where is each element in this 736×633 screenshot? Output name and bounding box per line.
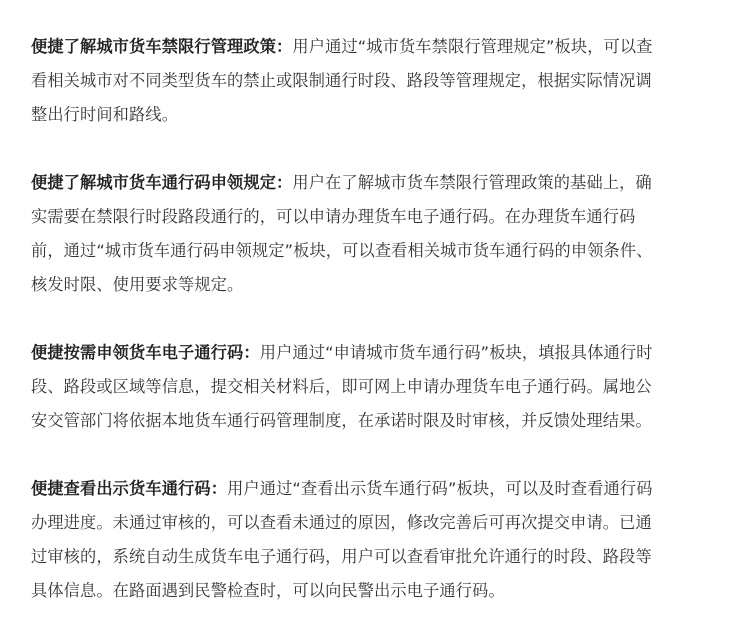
paragraph-line: 段、路段或区域等信息，提交相关材料后，即可网上申请办理货车电子通行码。属地公 — [31, 377, 652, 396]
paragraph-text: 用户在了解城市货车禁限行管理政策的基础上，确 — [292, 173, 652, 192]
paragraph-line — [31, 472, 715, 506]
paragraph-text: 用户通过“查看出示货车通行码”板块，可以及时查看通行码 — [227, 479, 653, 498]
paragraph-line — [31, 30, 715, 64]
paragraph-text: 用户通过“申请城市货车通行码”板块，填报具体通行时 — [259, 343, 653, 362]
paragraph-line: 办理进度。未通过审核的，可以查看未通过的原因，修改完善后可再次提交申请。已通 — [31, 513, 652, 532]
section-pass-application-rules — [31, 166, 715, 302]
section-traffic-restriction-policy — [31, 30, 715, 132]
paragraph-line: 核发时限、使用要求等规定。 — [31, 275, 244, 294]
section-heading: 便捷查看出示货车通行码： — [31, 479, 228, 498]
paragraph-line — [31, 336, 715, 370]
section-heading: 便捷了解城市货车禁限行管理政策： — [31, 37, 293, 56]
paragraph-line: 前，通过“城市货车通行码申领规定”板块，可以查看相关城市货车通行码的申领条件、 — [31, 241, 653, 260]
paragraph-text: 用户通过“城市货车禁限行管理规定”板块，可以查 — [292, 37, 653, 56]
paragraph-line: 整出行时间和路线。 — [31, 105, 179, 124]
paragraph-line: 实需要在禁限行时段路段通行的，可以申请办理货车电子通行码。在办理货车通行码 — [31, 207, 636, 226]
paragraph-line: 过审核的，系统自动生成货车电子通行码，用户可以查看审批允许通行的时段、路段等 — [31, 547, 652, 566]
paragraph-line: 安交管部门将依据本地货车通行码管理制度，在承诺时限及时审核，并反馈处理结果。 — [31, 411, 652, 430]
paragraph-line: 具体信息。在路面遇到民警检查时，可以向民警出示电子通行码。 — [31, 581, 505, 600]
section-apply-electronic-pass — [31, 336, 715, 438]
paragraph-line — [31, 166, 715, 200]
section-heading: 便捷了解城市货车通行码申领规定： — [31, 173, 293, 192]
section-heading: 便捷按需申领货车电子通行码： — [31, 343, 260, 362]
paragraph-line: 看相关城市对不同类型货车的禁止或限制通行时段、路段等管理规定，根据实际情况调 — [31, 71, 652, 90]
section-view-show-pass — [31, 472, 715, 608]
